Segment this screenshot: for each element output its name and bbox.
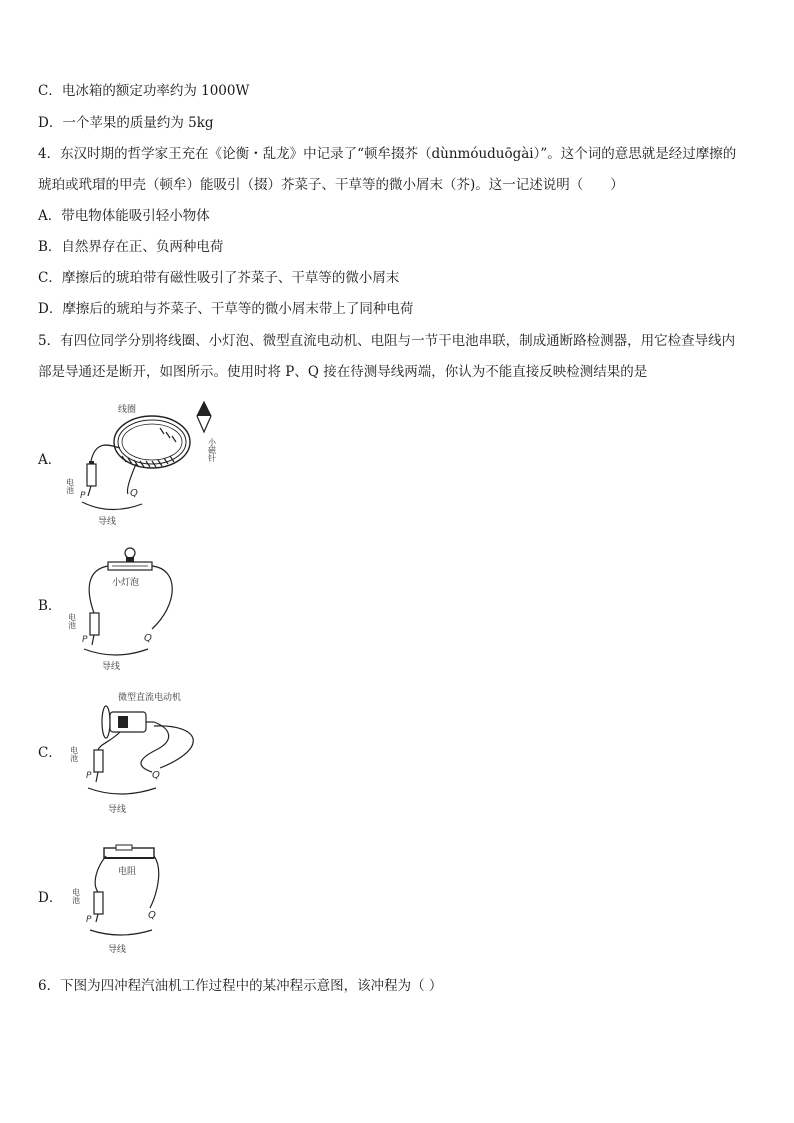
terminal-q: Q xyxy=(148,910,156,921)
wire-label: 导线 xyxy=(108,945,127,955)
q5-figure-c xyxy=(60,688,230,820)
terminal-p: P xyxy=(86,771,92,781)
battery-icon xyxy=(94,892,103,914)
q4-stem-line2: 琥珀或玳瑁的甲壳（顿牟）能吸引（掇）芥菜子、干草等的微小屑末（芥)。这一记述说明（ ） xyxy=(38,177,624,193)
lamp-bulb-icon xyxy=(125,548,135,558)
q6-stem: 6．下图为四冲程汽油机工作过程中的某冲程示意图，该冲程为（ ） xyxy=(38,978,443,994)
battery-label: 电池 xyxy=(71,888,81,904)
q4-stem-line1: 4．东汉时期的哲学家王充在《论衡・乱龙》中记录了“顿牟掇芥（dùnmóuduōgài）”。这个词的意思就是经过摩擦的 xyxy=(38,146,737,162)
terminal-p: P xyxy=(80,491,86,501)
q5-stem-line2: 部是导通还是断开，如图所示。使用时将 P、Q 接在待测导线两端，你认为不能直接反映检测结果的是 xyxy=(38,364,648,380)
terminal-q: Q xyxy=(152,770,160,781)
q5-option-b-label: B． xyxy=(38,598,62,614)
battery-label: 电池 xyxy=(65,478,75,494)
q3-option-c: C．电冰箱的额定功率约为 1000W xyxy=(38,83,250,99)
terminal-p: P xyxy=(86,915,92,925)
resistor-label: 电阻 xyxy=(118,867,137,877)
q5-figure-b xyxy=(60,545,200,671)
compass-label: 小磁针 xyxy=(207,438,217,462)
q5-option-a-label: A． xyxy=(38,452,62,468)
wire-label: 导线 xyxy=(108,805,127,815)
q5-option-c-label: C． xyxy=(38,745,62,761)
q5-stem-line1: 5．有四位同学分别将线圈、小灯泡、微型直流电动机、电阻与一节干电池串联，制成通断路检测器，用它检查导线内 xyxy=(38,333,736,349)
lamp-label: 小灯泡 xyxy=(112,578,140,588)
battery-label: 电池 xyxy=(67,613,77,629)
q4-option-d: D．摩擦后的琥珀与芥菜子、干草等的微小屑末带上了同种电荷 xyxy=(38,301,414,317)
terminal-q: Q xyxy=(144,633,152,644)
q4-option-c: C．摩擦后的琥珀带有磁性吸引了芥菜子、干草等的微小屑末 xyxy=(38,270,400,286)
battery-icon xyxy=(90,613,99,635)
terminal-p: P xyxy=(82,635,88,645)
wire-label: 导线 xyxy=(98,517,117,526)
battery-icon xyxy=(87,464,96,486)
terminal-q: Q xyxy=(130,488,138,499)
coil-label: 线圈 xyxy=(118,405,137,415)
q5-figure-a xyxy=(60,398,220,526)
q5-option-d-label: D． xyxy=(38,890,63,906)
q4-option-a: A．带电物体能吸引轻小物体 xyxy=(38,208,210,224)
q4-option-b: B．自然界存在正、负两种电荷 xyxy=(38,239,224,255)
battery-label: 电池 xyxy=(69,746,79,762)
q5-figure-d xyxy=(60,840,200,960)
motor-label: 微型直流电动机 xyxy=(118,693,182,703)
battery-icon xyxy=(94,750,103,772)
wire-label: 导线 xyxy=(102,662,121,671)
q3-option-d: D．一个苹果的质量约为 5kg xyxy=(38,115,214,131)
fan-icon xyxy=(102,706,110,738)
